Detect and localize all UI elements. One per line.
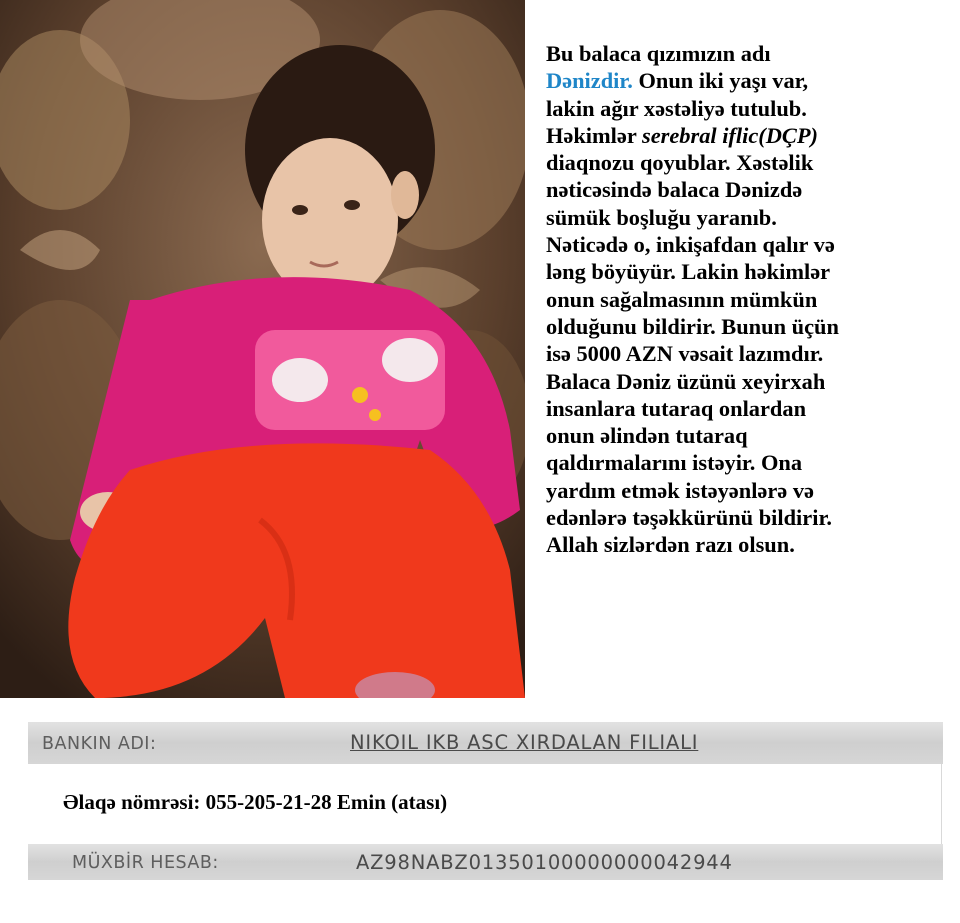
appeal-line-text: diaqnozu qoyublar. Xəstəlik bbox=[546, 150, 814, 176]
appeal-line-text: ləng böyüyür. Lakin həkimlər bbox=[546, 259, 831, 285]
appeal-line bbox=[546, 368, 946, 395]
appeal-line bbox=[546, 67, 946, 94]
appeal-line bbox=[546, 286, 946, 313]
appeal-line bbox=[546, 258, 946, 285]
appeal-line-text: olduğunu bildirir. Bunun üçün bbox=[546, 313, 839, 339]
appeal-text bbox=[546, 40, 946, 559]
appeal-line bbox=[546, 531, 946, 558]
appeal-line bbox=[546, 422, 946, 449]
appeal-line-text: lakin ağır xəstəliyə tutulub. bbox=[546, 95, 807, 121]
appeal-line bbox=[546, 340, 946, 367]
appeal-line bbox=[546, 313, 946, 340]
appeal-line bbox=[546, 95, 946, 122]
bank-name-label: BANKIN ADI: bbox=[42, 734, 157, 754]
appeal-line bbox=[546, 477, 946, 504]
account-label: MÜXBİR HESAB: bbox=[72, 853, 219, 873]
appeal-line bbox=[546, 40, 946, 67]
appeal-line-text: edənlərə təşəkkürünü bildirir. bbox=[546, 505, 832, 531]
appeal-line bbox=[546, 504, 946, 531]
bank-name-strip bbox=[28, 722, 943, 764]
appeal-line-text: qaldırmalarını istəyir. Ona bbox=[546, 450, 803, 476]
appeal-line-text: onun sağalmasının mümkün bbox=[546, 286, 818, 312]
diagnosis-term: serebral iflic(DÇP) bbox=[641, 122, 818, 148]
appeal-line bbox=[546, 231, 946, 258]
child-name: Dənizdir. bbox=[546, 68, 633, 94]
appeal-line bbox=[546, 122, 946, 149]
appeal-line-text: insanlara tutaraq onlardan bbox=[546, 395, 807, 421]
account-number: AZ98NABZ01350100000000042944 bbox=[356, 851, 733, 874]
appeal-line-text: Nəticədə o, inkişafdan qalır və bbox=[546, 232, 835, 258]
child-photo-illustration bbox=[0, 0, 525, 698]
appeal-line bbox=[546, 204, 946, 231]
appeal-line-text: yardım etmək istəyənlərə və bbox=[546, 477, 814, 503]
appeal-line-text: Balaca Dəniz üzünü xeyirxah bbox=[546, 368, 826, 394]
appeal-line-text: Onun iki yaşı var, bbox=[632, 68, 809, 94]
appeal-line bbox=[546, 395, 946, 422]
appeal-line-text: isə 5000 AZN vəsait lazımdır. bbox=[546, 341, 824, 367]
contact-phone-text: Əlaqə nömrəsi: 055-205-21-28 Emin (atası) bbox=[63, 790, 448, 814]
bank-name-value: NIKOIL IKB ASC XIRDALAN FILIALI bbox=[350, 731, 699, 754]
appeal-line-text: nəticəsində balaca Dənizdə bbox=[546, 177, 803, 203]
appeal-line bbox=[546, 149, 946, 176]
appeal-line-text: sümük boşluğu yaranıb. bbox=[546, 204, 777, 230]
appeal-line-text: onun əlindən tutaraq bbox=[546, 423, 748, 449]
child-photo bbox=[0, 0, 525, 698]
appeal-line bbox=[546, 176, 946, 203]
contact-box bbox=[28, 764, 942, 844]
appeal-line-text: Həkimlər bbox=[546, 122, 642, 148]
account-strip bbox=[28, 844, 943, 880]
appeal-line-text: Bu balaca qızımızın adı bbox=[546, 41, 771, 66]
appeal-line-text: Allah sizlərdən razı olsun. bbox=[546, 532, 795, 558]
appeal-line bbox=[546, 449, 946, 476]
